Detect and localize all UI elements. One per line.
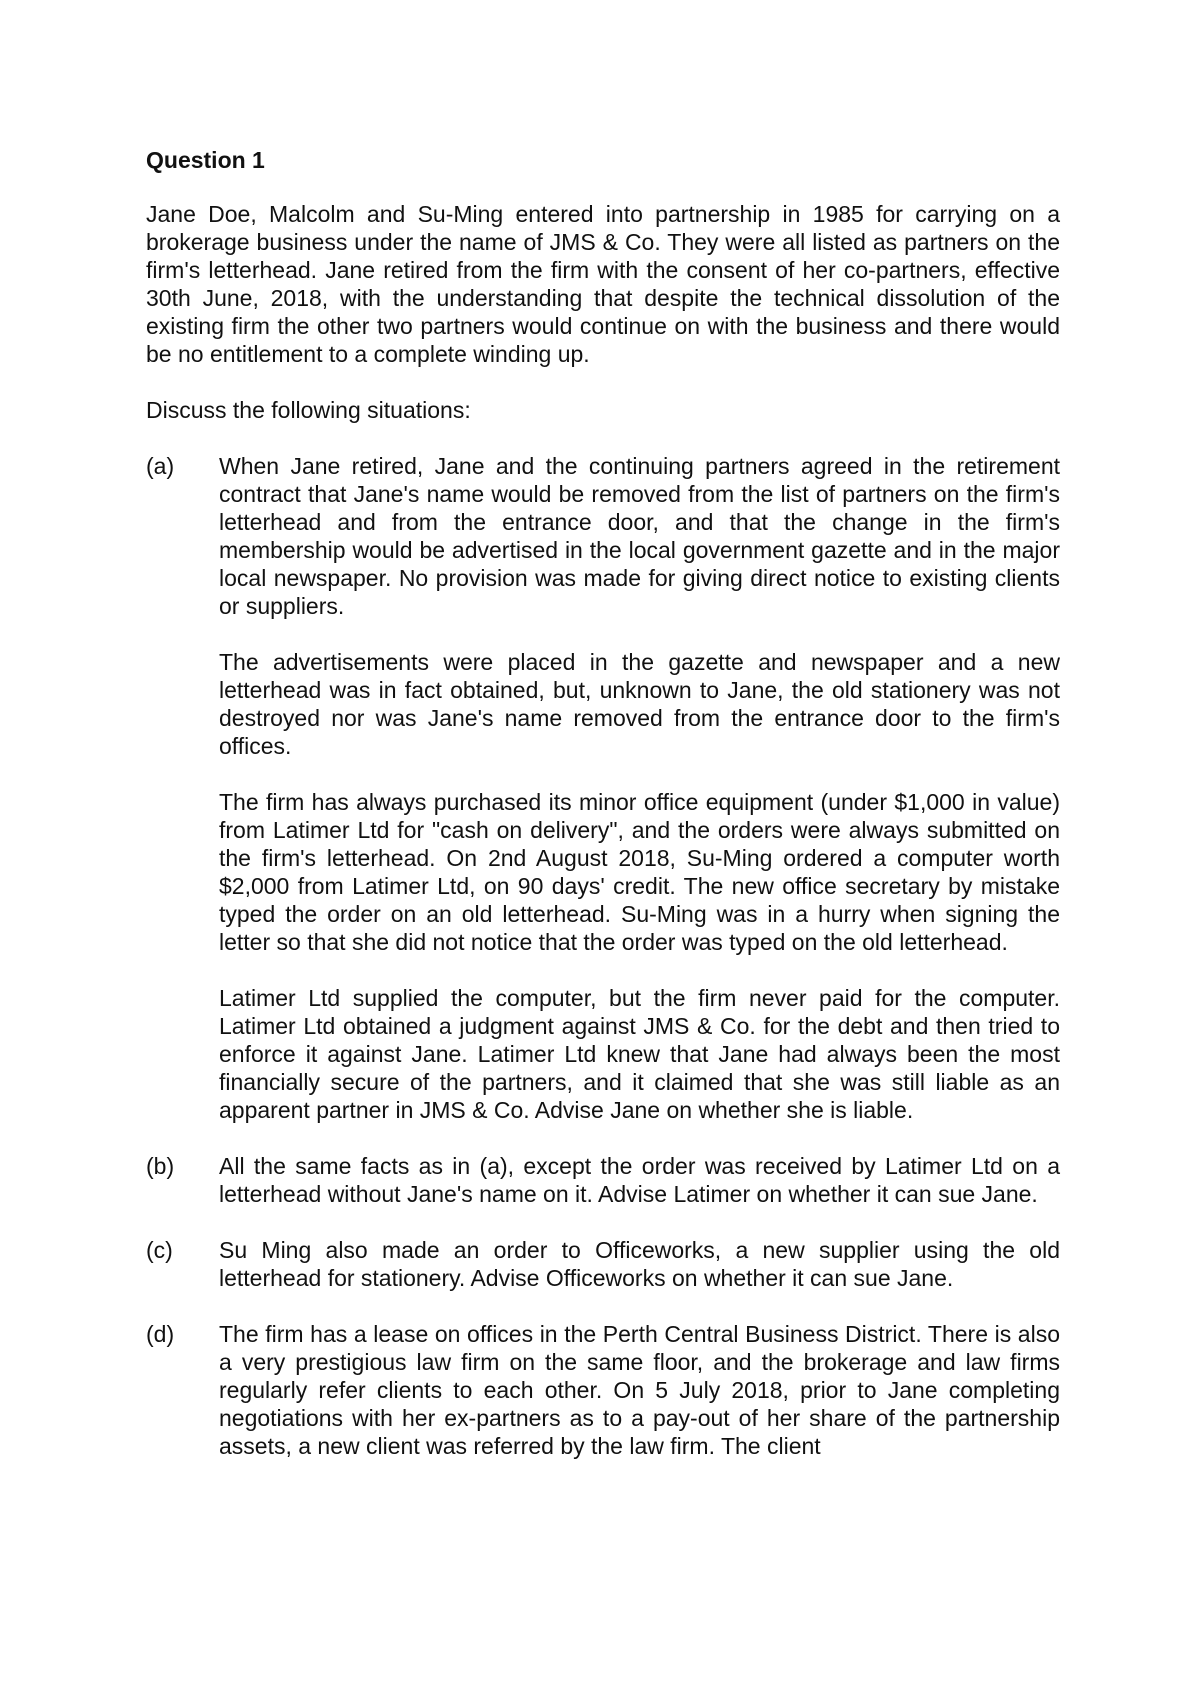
situation-c	[146, 1236, 1060, 1292]
situation-marker: (d)	[146, 1321, 175, 1347]
situation-marker: (b)	[146, 1153, 175, 1179]
question-title: Question 1	[146, 147, 265, 173]
situation-a	[146, 452, 1060, 1124]
intro-paragraph: Jane Doe, Malcolm and Su-Ming entered into partnership in 1985 for carrying on a brokerage business under the name of JMS & Co. They were all listed as partners on the firm's letterhead. Jane retired from the firm with the consent of her co-partners, effective 30th June, 2018, with the understanding that despite the technical dissolution of the existing firm the other two partners would continue on with the business and there would be no entitlement to a complete winding up.	[146, 201, 1060, 367]
situation-body	[219, 1320, 1060, 1460]
situation-paragraph: The firm has always purchased its minor office equipment (under $1,000 in value) from Latimer Ltd for "cash on delivery", and the orders were always submitted on the firm's letterhead. On 2nd August 2018, Su-Ming ordered a computer worth $2,000 from Latimer Ltd, on 90 days' credit. The new office secretary by mistake typed the order on an old letterhead. Su-Ming was in a hurry when signing the letter so that she did not notice that the order was typed on the old letterhead.	[219, 789, 1060, 955]
situation-d	[146, 1320, 1060, 1460]
situation-paragraph: The advertisements were placed in the gazette and newspaper and a new letterhead was in fact obtained, but, unknown to Jane, the old stationery was not destroyed nor was Jane's name removed from the entrance door to the firm's offices.	[219, 649, 1060, 759]
situation-paragraph: The firm has a lease on offices in the Perth Central Business District. There is also a very prestigious law firm on the same floor, and the brokerage and law firms regularly refer clients to each other. On 5 July 2018, prior to Jane completing negotiations with her ex-partners as to a pay-out of her share of the partnership assets, a new client was referred by the law firm. The client	[219, 1321, 1060, 1459]
situation-body	[219, 1236, 1060, 1292]
situation-marker: (c)	[146, 1237, 173, 1263]
situation-marker: (a)	[146, 453, 175, 479]
situation-paragraph: When Jane retired, Jane and the continuing partners agreed in the retirement contract that Jane's name would be removed from the list of partners on the firm's letterhead and from the entrance door, and that the change in the firm's membership would be advertised in the local government gazette and in the major local newspaper. No provision was made for giving direct notice to existing clients or suppliers.	[219, 453, 1060, 619]
document-content	[146, 146, 1060, 1488]
situation-paragraph: Latimer Ltd supplied the computer, but the firm never paid for the computer. Latimer Ltd obtained a judgment against JMS & Co. for the debt and then tried to enforce it against Jane. Latimer Ltd knew that Jane had always been the most financially secure of the partners, and it claimed that she was still liable as an apparent partner in JMS & Co. Advise Jane on whether she is liable.	[219, 985, 1060, 1123]
situation-paragraph: All the same facts as in (a), except the order was received by Latimer Ltd on a letterhead without Jane's name on it. Advise Latimer on whether it can sue Jane.	[219, 1153, 1060, 1207]
situation-body	[219, 452, 1060, 1124]
discussion-prompt: Discuss the following situations:	[146, 397, 471, 423]
situation-b	[146, 1152, 1060, 1208]
situation-paragraph: Su Ming also made an order to Officeworks, a new supplier using the old letterhead for stationery. Advise Officeworks on whether it can sue Jane.	[219, 1237, 1060, 1291]
situation-body	[219, 1152, 1060, 1208]
